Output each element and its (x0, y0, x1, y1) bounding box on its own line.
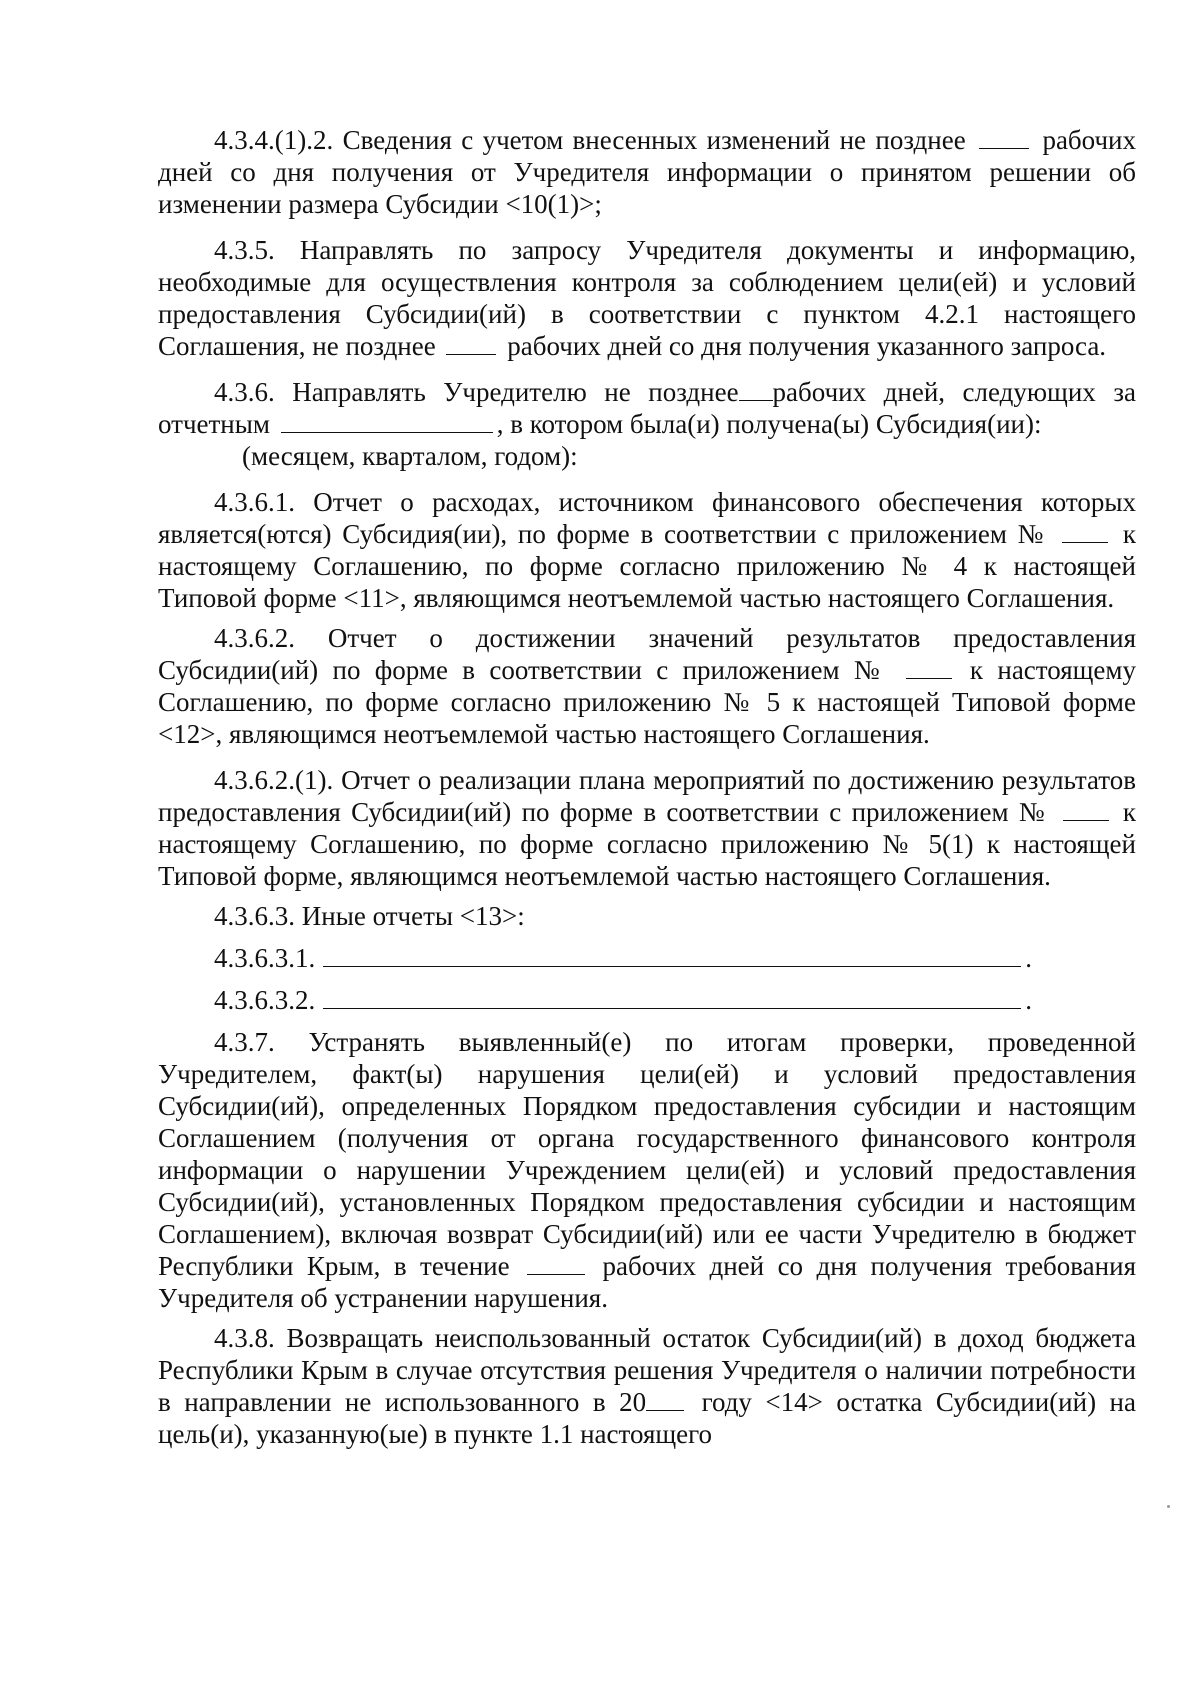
report-line-label: 4.3.6.3.2. (214, 985, 316, 1015)
blank-days (446, 332, 496, 355)
report-line-end: . (1025, 943, 1032, 973)
paragraph-text: 4.3.5. Направлять по запросу Учредителя документы и информацию, необходимые для осуществления контроля за соблюдением цели(ей) и условий предоставления Субсидии(ий) в соответствии с пунктом 4.2.1 настоящего Соглашения, не позднее (158, 235, 1136, 361)
blank-period (281, 410, 493, 433)
paragraph-4-3-6 (158, 376, 1136, 440)
report-line-end: . (1025, 985, 1032, 1015)
paragraph-4-3-4-1-2 (158, 124, 1136, 220)
paragraph-text: 4.3.6.1. Отчет о расходах, источником финансового обеспечения которых является(ются) Субсидия(ии), по форме в соответствии с приложением № (158, 487, 1136, 549)
paragraph-text: , в котором была(и) получена(ы) Субсидия(ии): (496, 409, 1042, 439)
paragraph-4-3-6-2-1 (158, 764, 1136, 892)
paragraph-4-3-5 (158, 234, 1136, 362)
report-line-4-3-6-3-2 (158, 984, 1136, 1016)
blank-days (739, 378, 773, 401)
paragraph-text: к настоящему Соглашению, по форме согласно приложению № 5 к настоящей Типовой форме <12>, являющимся неотъемлемой частью настоящего Соглашения. (158, 655, 1136, 749)
paragraph-4-3-8 (158, 1322, 1136, 1450)
scan-speck (1167, 1505, 1170, 1508)
paragraph-text: к настоящему Соглашению, по форме согласно приложению № 4 к настоящей Типовой форме <11>, являющимся неотъемлемой частью настоящего Соглашения. (158, 519, 1136, 613)
paragraph-text: 4.3.4.(1).2. Сведения с учетом внесенных изменений не позднее (214, 125, 976, 155)
paragraph-text: 4.3.6. Направлять Учредителю не позднее (214, 377, 739, 407)
paragraph-text: рабочих дней со дня получения указанного запроса. (500, 331, 1107, 361)
blank-report-name (323, 986, 1021, 1009)
blank-appendix-number (1062, 520, 1108, 543)
paragraph-text: году <14> остатка Субсидии(ий) на цель(и), указанную(ые) в пункте 1.1 настоящего (158, 1387, 1136, 1449)
paragraph-text: 4.3.8. Возвращать неиспользованный остаток Субсидии(ий) в доход бюджета Республики Крым в случае отсутствия решения Учредителя о наличии потребности в направлении не использованного в 20 (158, 1323, 1136, 1417)
paragraph-text: рабочих дней со дня получения от Учредителя информации о принятом решении об изменении размера Субсидии <10(1)>; (158, 125, 1136, 219)
report-line-4-3-6-3-1 (158, 942, 1136, 974)
paragraph-text: рабочих дней со дня получения требования Учредителя об устранении нарушения. (158, 1251, 1136, 1313)
blank-appendix-number (906, 656, 952, 679)
paragraph-4-3-7 (158, 1026, 1136, 1314)
blank-days (979, 126, 1029, 149)
blank-report-name (323, 944, 1021, 967)
paragraph-text: рабочих дней, следующих за отчетным (158, 377, 1136, 439)
blank-year (646, 1388, 684, 1411)
paragraph-4-3-6-2 (158, 622, 1136, 750)
paragraph-text: 4.3.6.2. Отчет о достижении значений результатов предоставления Субсидии(ий) по форме в соответствии с приложением № (158, 623, 1136, 685)
paragraph-4-3-6-1 (158, 486, 1136, 614)
blank-days (527, 1252, 585, 1275)
period-caption: (месяцем, кварталом, годом): (242, 441, 578, 471)
paragraph-text: 4.3.7. Устранять выявленный(е) по итогам проверки, проведенной Учредителем, факт(ы) нарушения цели(ей) и условий предоставления Субсидии(ий), определенных Порядком предоставления субсидии и настоящим Соглашением (получения от органа государственного финансового контроля информации о нарушении Учреждением цели(ей) и условий предоставления Субсидии(ий), установленных Порядком предоставления субсидии и настоящим Соглашением), включая возврат Субсидии(ий) или ее части Учредителю в бюджет Республики Крым, в течение (158, 1027, 1136, 1281)
paragraph-text: 4.3.6.2.(1). Отчет о реализации плана мероприятий по достижению результатов предоставления Субсидии(ий) по форме в соответствии с приложением № (158, 765, 1136, 827)
blank-appendix-number (1063, 798, 1109, 821)
report-line-label: 4.3.6.3.1. (214, 943, 316, 973)
paragraph-text: к настоящему Соглашению, по форме согласно приложению № 5(1) к настоящей Типовой форме, являющимся неотъемлемой частью настоящего Соглашения. (158, 797, 1136, 891)
paragraph-4-3-6-3: 4.3.6.3. Иные отчеты <13>: (214, 901, 525, 931)
